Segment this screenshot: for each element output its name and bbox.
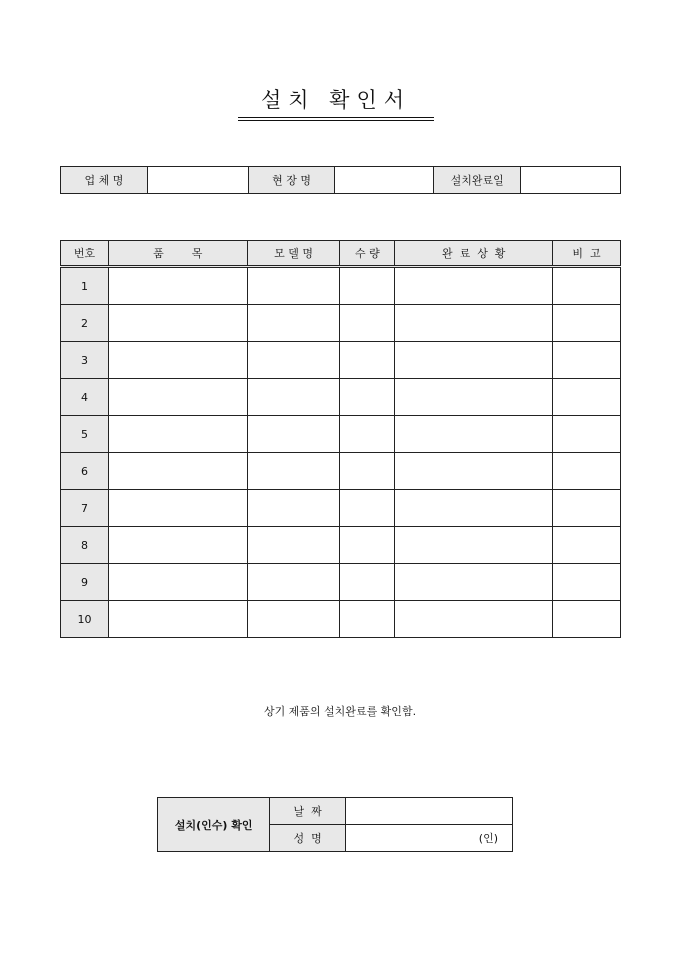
model-cell[interactable]	[247, 527, 340, 564]
row-number: 5	[61, 416, 109, 453]
status-cell[interactable]	[395, 490, 553, 527]
item-cell[interactable]	[108, 453, 247, 490]
date-label: 날 짜	[270, 798, 346, 825]
quantity-cell[interactable]	[340, 564, 395, 601]
seal-mark: (인)	[478, 832, 498, 845]
status-cell[interactable]	[395, 453, 553, 490]
row-number: 4	[61, 379, 109, 416]
model-cell[interactable]	[247, 267, 340, 305]
item-cell[interactable]	[108, 305, 247, 342]
remarks-cell[interactable]	[553, 416, 621, 453]
table-row	[61, 527, 621, 564]
table-row	[61, 601, 621, 638]
table-row	[61, 342, 621, 379]
model-cell[interactable]	[247, 601, 340, 638]
date-field[interactable]	[345, 798, 512, 825]
row-number: 6	[61, 453, 109, 490]
table-row	[61, 416, 621, 453]
row-number: 9	[61, 564, 109, 601]
status-cell[interactable]	[395, 416, 553, 453]
header-number: 번호	[61, 241, 109, 267]
confirm-label: 설치(인수) 확인	[158, 798, 270, 852]
company-field[interactable]	[147, 167, 248, 194]
status-cell[interactable]	[395, 564, 553, 601]
item-cell[interactable]	[108, 564, 247, 601]
quantity-cell[interactable]	[340, 490, 395, 527]
completion-date-label: 설치완료일	[434, 167, 521, 194]
title-underline	[238, 117, 434, 118]
model-cell[interactable]	[247, 416, 340, 453]
item-cell[interactable]	[108, 342, 247, 379]
remarks-cell[interactable]	[553, 601, 621, 638]
remarks-cell[interactable]	[553, 379, 621, 416]
site-label: 현 장 명	[248, 167, 335, 194]
model-cell[interactable]	[247, 379, 340, 416]
status-cell[interactable]	[395, 527, 553, 564]
quantity-cell[interactable]	[340, 527, 395, 564]
row-number: 3	[61, 342, 109, 379]
quantity-cell[interactable]	[340, 379, 395, 416]
items-table	[60, 240, 621, 638]
company-label: 업 체 명	[61, 167, 148, 194]
item-cell[interactable]	[108, 379, 247, 416]
quantity-cell[interactable]	[340, 305, 395, 342]
item-cell[interactable]	[108, 416, 247, 453]
row-number: 2	[61, 305, 109, 342]
model-cell[interactable]	[247, 342, 340, 379]
model-cell[interactable]	[247, 564, 340, 601]
completion-date-field[interactable]	[521, 167, 621, 194]
table-row	[61, 305, 621, 342]
table-row	[61, 490, 621, 527]
header-quantity: 수 량	[340, 241, 395, 267]
header-remarks: 비 고	[553, 241, 621, 267]
status-cell[interactable]	[395, 379, 553, 416]
remarks-cell[interactable]	[553, 267, 621, 305]
table-row	[61, 564, 621, 601]
model-cell[interactable]	[247, 490, 340, 527]
model-cell[interactable]	[247, 453, 340, 490]
quantity-cell[interactable]	[340, 416, 395, 453]
quantity-cell[interactable]	[340, 453, 395, 490]
item-cell[interactable]	[108, 490, 247, 527]
table-row	[61, 267, 621, 305]
row-number: 8	[61, 527, 109, 564]
status-cell[interactable]	[395, 305, 553, 342]
status-cell[interactable]	[395, 601, 553, 638]
status-cell[interactable]	[395, 267, 553, 305]
header-model: 모 델 명	[247, 241, 340, 267]
row-number: 1	[61, 267, 109, 305]
item-cell[interactable]	[108, 601, 247, 638]
status-cell[interactable]	[395, 342, 553, 379]
table-row	[61, 453, 621, 490]
model-cell[interactable]	[247, 305, 340, 342]
row-number: 7	[61, 490, 109, 527]
remarks-cell[interactable]	[553, 564, 621, 601]
quantity-cell[interactable]	[340, 601, 395, 638]
page-title: 설치 확인서	[260, 88, 412, 112]
header-status: 완 료 상 황	[395, 241, 553, 267]
site-field[interactable]	[335, 167, 434, 194]
remarks-cell[interactable]	[553, 490, 621, 527]
item-cell[interactable]	[108, 267, 247, 305]
title-underline-double	[238, 120, 434, 121]
remarks-cell[interactable]	[553, 305, 621, 342]
confirm-table	[157, 797, 513, 852]
row-number: 10	[61, 601, 109, 638]
remarks-cell[interactable]	[553, 527, 621, 564]
remarks-cell[interactable]	[553, 342, 621, 379]
remarks-cell[interactable]	[553, 453, 621, 490]
confirmation-statement: 상기 제품의 설치완료를 확인함.	[263, 705, 417, 718]
item-cell[interactable]	[108, 527, 247, 564]
signature-field[interactable]	[345, 825, 512, 852]
name-label: 성 명	[270, 825, 346, 852]
header-item: 품 목	[108, 241, 247, 267]
quantity-cell[interactable]	[340, 267, 395, 305]
table-row	[61, 379, 621, 416]
quantity-cell[interactable]	[340, 342, 395, 379]
info-table	[60, 166, 621, 194]
